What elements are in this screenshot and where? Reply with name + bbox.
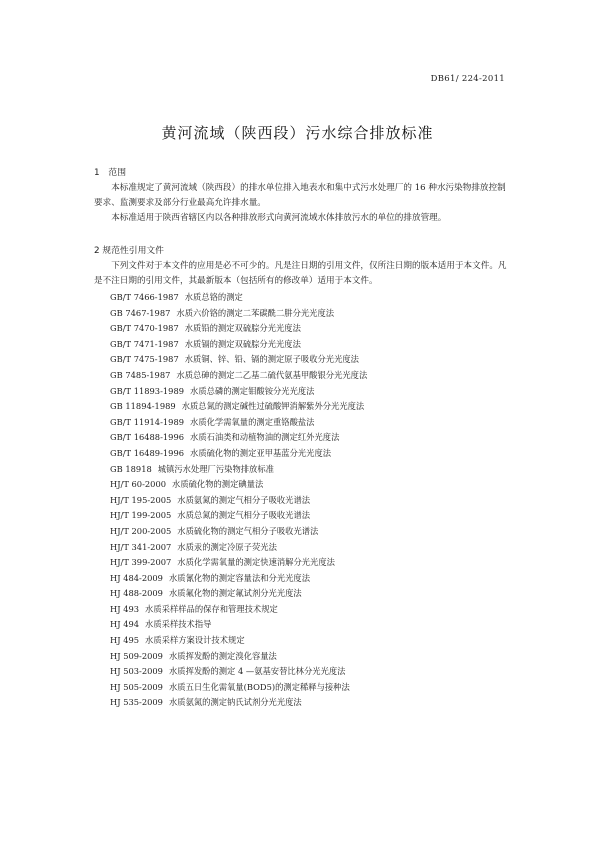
section-scope xyxy=(94,166,514,226)
reference-title: 水质总铬的测定 xyxy=(184,292,243,302)
reference-title: 水质总砷的测定二乙基二硫代氨基甲酸银分光光度法 xyxy=(176,369,368,380)
reference-code: HJ/T 199-2005 xyxy=(110,510,172,521)
reference-title: 水质镉的测定双硫腙分光光度法 xyxy=(184,338,301,349)
reference-item xyxy=(110,695,510,711)
reference-code: GB 7485-1987 xyxy=(110,369,171,380)
reference-item xyxy=(110,649,510,665)
reference-title: 水质氟化物的测定氟试剂分光光度法 xyxy=(168,588,302,599)
reference-code: GB/T 7475-1987 xyxy=(110,354,179,365)
reference-code: HJ 493 xyxy=(110,603,140,614)
reference-title: 水质总氮的测定气相分子吸收光谱法 xyxy=(177,510,311,521)
reference-item xyxy=(110,680,510,696)
reference-title: 水质总氮的测定碱性过硫酸钾消解紫外分光光度法 xyxy=(181,401,365,412)
reference-code: HJ 509-2009 xyxy=(110,650,163,661)
section-heading: 1 范围 xyxy=(94,168,126,178)
reference-title: 水质氨氮的测定钠氏试剂分光光度法 xyxy=(168,697,302,708)
reference-item xyxy=(110,399,510,415)
reference-item xyxy=(110,337,510,353)
reference-title: 水质五日生化需氧量(BOD5)的测定稀释与接种法 xyxy=(168,681,350,692)
reference-title: 水质硫化物的测定碘量法 xyxy=(172,479,264,490)
reference-code: HJ 494 xyxy=(110,619,140,630)
reference-code: GB 7467-1987 xyxy=(110,307,171,318)
reference-code: HJ 484-2009 xyxy=(110,572,163,583)
reference-code: HJ 495 xyxy=(110,635,140,646)
reference-title: 水质铅的测定双硫腙分光光度法 xyxy=(184,323,301,334)
reference-title: 水质采样方案设计技术规定 xyxy=(145,635,245,646)
paragraph: 下列文件对于本文件的应用是必不可少的。凡是注日期的引用文件，仅所注日期的版本适用于本文件。凡是不注日期的引用文件，其最新版本（包括所有的修改单）适用于本文件。 xyxy=(94,261,507,286)
reference-code: GB/T 11893-1989 xyxy=(110,385,185,396)
reference-code: GB/T 7471-1987 xyxy=(110,338,179,349)
reference-item xyxy=(110,430,510,446)
reference-code: HJ/T 399-2007 xyxy=(110,557,172,568)
reference-title: 水质六价铬的测定二苯碳酰二肼分光光度法 xyxy=(176,307,335,318)
reference-item xyxy=(110,633,510,649)
reference-title: 水质挥发酚的测定 4 —氨基安替比林分光光度法 xyxy=(168,666,346,677)
reference-item xyxy=(110,462,510,478)
reference-item xyxy=(110,602,510,618)
reference-code: GB/T 16489-1996 xyxy=(110,447,185,458)
reference-item xyxy=(110,524,510,540)
reference-code: GB/T 7466-1987 xyxy=(110,292,179,302)
reference-code: HJ/T 341-2007 xyxy=(110,541,172,552)
reference-code: HJ 505-2009 xyxy=(110,681,163,692)
reference-code: HJ/T 200-2005 xyxy=(110,525,172,536)
reference-item xyxy=(110,508,510,524)
reference-item xyxy=(110,446,510,462)
reference-title: 水质总磷的测定钼酸铵分光光度法 xyxy=(190,385,315,396)
reference-title: 水质铜、锌、铅、镉的测定原子吸收分光光度法 xyxy=(184,354,359,365)
reference-title: 水质采样技术指导 xyxy=(145,619,212,630)
reference-title: 水质氰化物的测定容量法和分光光度法 xyxy=(168,572,311,583)
reference-title: 水质挥发酚的测定溴化容量法 xyxy=(168,650,277,661)
reference-title: 水质化学需氧量的测定快速消解分光光度法 xyxy=(177,557,335,568)
reference-code: HJ 488-2009 xyxy=(110,588,163,599)
paragraph: 本标准适用于陕西省辖区内以各种排放形式向黄河流域水体排放污水的单位的排放管理。 xyxy=(111,213,447,223)
reference-item xyxy=(110,664,510,680)
reference-code: HJ 535-2009 xyxy=(110,697,163,708)
section-heading: 2 规范性引用文件 xyxy=(94,246,164,256)
reference-item xyxy=(110,352,510,368)
reference-title: 水质硫化物的测定气相分子吸收光谱法 xyxy=(177,525,319,536)
reference-list xyxy=(110,290,510,711)
page-title: 黄河流域（陕西段）污水综合排放标准 xyxy=(161,124,434,142)
reference-title: 水质硫化物的测定亚甲基蓝分光光度法 xyxy=(190,447,332,458)
reference-item xyxy=(110,321,510,337)
reference-item xyxy=(110,555,510,571)
reference-code: HJ/T 60-2000 xyxy=(110,479,167,490)
document-code: DB61/ 224-2011 xyxy=(430,74,505,84)
reference-title: 水质采样样品的保存和管理技术规定 xyxy=(145,603,278,614)
reference-title: 水质化学需氧量的测定重铬酸盐法 xyxy=(190,416,315,427)
reference-item xyxy=(110,384,510,400)
reference-code: GB/T 7470-1987 xyxy=(110,323,179,334)
reference-item xyxy=(110,290,510,306)
section-normative-references xyxy=(94,244,514,289)
reference-code: GB/T 11914-1989 xyxy=(110,416,185,427)
reference-code: HJ/T 195-2005 xyxy=(110,494,172,505)
reference-item xyxy=(110,571,510,587)
reference-item xyxy=(110,368,510,384)
reference-item xyxy=(110,493,510,509)
reference-title: 水质氨氮的测定气相分子吸收光谱法 xyxy=(177,494,311,505)
reference-title: 水质石油类和动植物油的测定红外光度法 xyxy=(190,432,340,443)
reference-item xyxy=(110,617,510,633)
reference-code: GB/T 16488-1996 xyxy=(110,432,185,443)
reference-code: GB 18918 xyxy=(110,463,152,474)
reference-title: 城镇污水处理厂污染物排放标准 xyxy=(157,463,274,474)
reference-item xyxy=(110,586,510,602)
reference-item xyxy=(110,540,510,556)
reference-item xyxy=(110,415,510,431)
reference-code: HJ 503-2009 xyxy=(110,666,163,677)
paragraph: 本标准规定了黄河流域（陕西段）的排水单位排入地表水和集中式污水处理厂的 16 种水污染物排放控制要求、监测要求及部分行业最高允许排水量。 xyxy=(94,183,506,208)
reference-item xyxy=(110,306,510,322)
reference-code: GB 11894-1989 xyxy=(110,401,176,412)
reference-title: 水质汞的测定冷原子荧光法 xyxy=(177,541,277,552)
reference-item xyxy=(110,477,510,493)
